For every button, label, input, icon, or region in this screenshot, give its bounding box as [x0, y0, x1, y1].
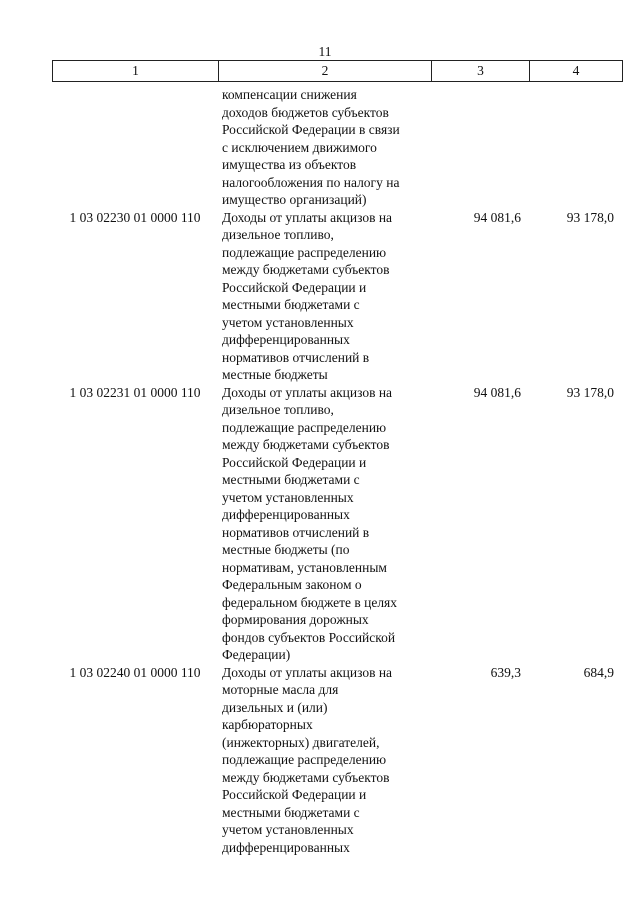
amount-column-3-cell: [431, 86, 529, 209]
description-line: между бюджетами субъектов: [222, 437, 390, 452]
description-line: местные бюджеты: [222, 367, 328, 382]
description-line: фондов субъектов Российской: [222, 629, 396, 645]
description-cell: [218, 209, 431, 384]
description-line: нормативов отчислений в: [222, 349, 370, 365]
description-line: Доходы от уплаты акцизов на: [222, 209, 393, 225]
description-line: Доходы от уплаты акцизов на: [222, 384, 393, 400]
description-line: имущество организаций): [222, 192, 367, 207]
description-line: (инжекторных) двигателей,: [222, 734, 380, 750]
description-line: местными бюджетами с: [222, 297, 360, 312]
column-header-1: 1: [53, 61, 219, 82]
description-line: подлежащие распределению: [222, 752, 387, 767]
column-header-3: 3: [432, 61, 530, 82]
description-line: учетом установленных: [222, 314, 354, 330]
budget-table: [52, 86, 622, 856]
amount-column-3-cell: 639,3: [490, 664, 521, 680]
table-row: [52, 209, 622, 384]
description-line: дизельных и (или): [222, 699, 328, 715]
description-line: между бюджетами субъектов: [222, 769, 390, 785]
description-cell: [218, 86, 431, 209]
description-line: местными бюджетами с: [222, 472, 360, 487]
description-line: Российской Федерации в связи: [222, 122, 400, 137]
description-line: Федеральным законом о: [222, 577, 362, 592]
amount-column-3-cell: 94 081,6: [473, 209, 521, 225]
column-header-4: 4: [530, 61, 623, 82]
page-number: 11: [318, 44, 332, 59]
description-line: подлежащие распределению: [222, 244, 387, 260]
description-line: налогообложения по налогу на: [222, 174, 400, 190]
description-line: Российской Федерации и: [222, 279, 367, 295]
description-cell: [218, 664, 431, 857]
description-line: дифференцированных: [222, 839, 350, 855]
budget-code-cell: [52, 86, 218, 209]
description-line: формирования дорожных: [222, 612, 369, 627]
description-line: федеральном бюджете в целях: [222, 594, 398, 610]
description-line: между бюджетами субъектов: [222, 262, 390, 277]
description-line: Российской Федерации и: [222, 787, 367, 802]
amount-column-4-cell: 684,9: [583, 664, 614, 680]
description-cell: [218, 384, 431, 664]
description-line: Федерации): [222, 647, 291, 662]
description-line: моторные масла для: [222, 682, 339, 697]
description-line: учетом установленных: [222, 489, 354, 505]
amount-column-4-cell: 93 178,0: [566, 384, 614, 400]
column-header-2: 2: [219, 61, 432, 82]
description-line: дизельное топливо,: [222, 227, 334, 242]
table-row: [52, 664, 622, 857]
description-line: Российской Федерации и: [222, 454, 367, 470]
budget-code-cell: 1 03 02231 01 0000 110: [69, 384, 201, 400]
description-line: дизельное топливо,: [222, 402, 334, 417]
description-line: подлежащие распределению: [222, 419, 387, 435]
description-line: дифференцированных: [222, 507, 350, 522]
budget-code-cell: 1 03 02230 01 0000 110: [69, 209, 201, 225]
table-row: [52, 384, 622, 664]
description-line: доходов бюджетов субъектов: [222, 104, 389, 120]
description-line: дифференцированных: [222, 332, 350, 347]
table-row: [52, 86, 622, 209]
description-line: компенсации снижения: [222, 87, 357, 102]
budget-table-body: [52, 86, 622, 856]
description-line: учетом установленных: [222, 822, 354, 837]
description-line: нормативов отчислений в: [222, 524, 370, 540]
description-line: местными бюджетами с: [222, 804, 360, 820]
description-line: Доходы от уплаты акцизов на: [222, 664, 393, 680]
amount-column-4-cell: 93 178,0: [566, 209, 614, 225]
budget-code-cell: 1 03 02240 01 0000 110: [69, 664, 201, 680]
description-line: имущества из объектов: [222, 157, 357, 172]
column-header-row: [53, 61, 623, 82]
amount-column-4-cell: [529, 86, 622, 209]
amount-column-3-cell: 94 081,6: [473, 384, 521, 400]
column-header-table: [52, 60, 623, 82]
description-line: нормативам, установленным: [222, 559, 387, 575]
description-line: местные бюджеты (по: [222, 542, 350, 557]
description-line: карбюраторных: [222, 717, 313, 732]
description-line: с исключением движимого: [222, 139, 377, 155]
